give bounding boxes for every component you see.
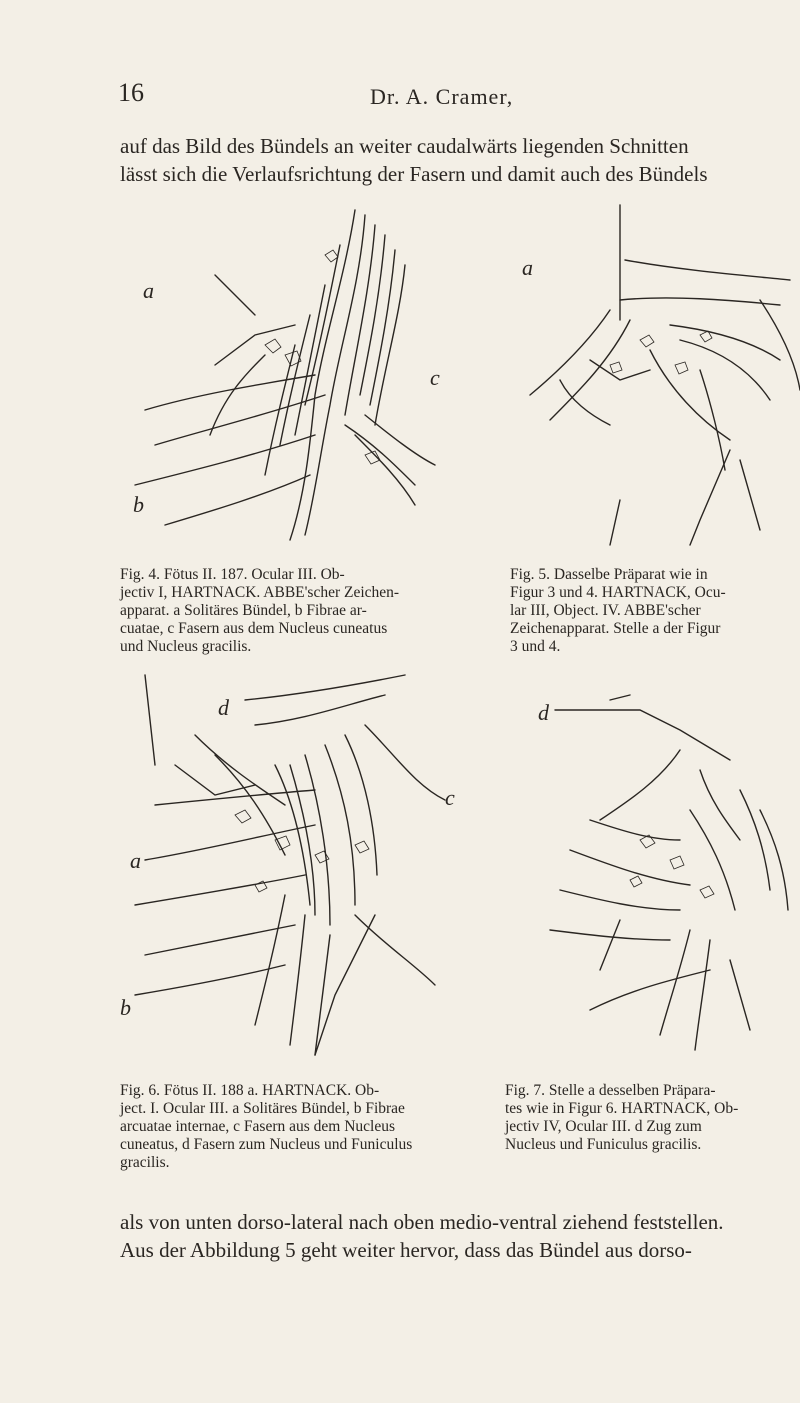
fig6-label-c: c [445,785,455,810]
fig4-caption-line: jectiv I, HARTNACK. ABBE'scher Zeichen- [120,584,400,601]
fig6-label-b: b [120,995,131,1020]
fig6-caption-line: cuneatus, d Fasern zum Nucleus und Funiculus [120,1136,413,1153]
fig4-caption-line: apparat. a Solitäres Bündel, b Fibrae ar- [120,602,367,619]
figure-7-drawing [530,690,795,1075]
fig5-caption-line: 3 und 4. [510,638,561,655]
figure-4-drawing [115,195,480,560]
bottom-paragraph [120,1208,775,1264]
fig5-caption-line: Zeichenapparat. Stelle a der Figur [510,620,721,637]
fig6-label-d: d [218,695,229,720]
figure-6-caption [120,1082,495,1172]
fig4-label-c: c [430,365,440,390]
running-title: Dr. A. Cramer, [370,84,514,109]
figure-6-drawing [115,665,500,1070]
page-number: 16 [118,78,144,107]
fig7-caption-line: Nucleus und Funiculus gracilis. [505,1136,702,1153]
top-paragraph [120,132,775,188]
bottom-line-2: Aus der Abbildung 5 geht weiter hervor, dass das Bündel aus dorso- [120,1238,692,1262]
figure-5-caption [510,566,790,656]
fig4-caption-line: und Nucleus gracilis. [120,638,252,655]
figure-5-drawing [500,200,800,555]
fig4-label-a: a [143,278,154,303]
fig4-caption-line: cuatae, c Fasern aus dem Nucleus cuneatus [120,620,388,637]
fig5-caption-line: Figur 3 und 4. HARTNACK, Ocu- [510,584,726,601]
fig6-caption-line: arcuatae internae, c Fasern aus dem Nucleus [120,1118,395,1135]
bottom-line-1: als von unten dorso-lateral nach oben medio-ventral ziehend feststellen. [120,1210,724,1234]
fig7-caption-line: jectiv IV, Ocular III. d Zug zum [505,1118,702,1135]
top-line-2: lässt sich die Verlaufsrichtung der Fasern und damit auch des Bündels [120,162,708,186]
fig7-label-d: d [538,700,549,725]
figure-4-caption [120,566,475,656]
fig6-caption-line: Fig. 6. Fötus II. 188 a. HARTNACK. Ob- [120,1082,380,1099]
fig6-label-a: a [130,848,141,873]
fig4-label-b: b [133,492,144,517]
fig6-caption-line: gracilis. [120,1154,170,1171]
top-line-1: auf das Bild des Bündels an weiter caudalwärts liegenden Schnitten [120,134,689,158]
fig7-caption-line: tes wie in Figur 6. HARTNACK, Ob- [505,1100,739,1117]
fig4-caption-line: Fig. 4. Fötus II. 187. Ocular III. Ob- [120,566,345,583]
fig5-caption-line: Fig. 5. Dasselbe Präparat wie in [510,566,708,583]
fig5-label-a: a [522,255,533,280]
fig5-caption-line: lar III, Object. IV. ABBE'scher [510,602,701,619]
figure-7-caption [505,1082,790,1154]
fig7-caption-line: Fig. 7. Stelle a desselben Präpara- [505,1082,716,1099]
fig6-caption-line: ject. I. Ocular III. a Solitäres Bündel, b Fibrae [120,1100,405,1117]
